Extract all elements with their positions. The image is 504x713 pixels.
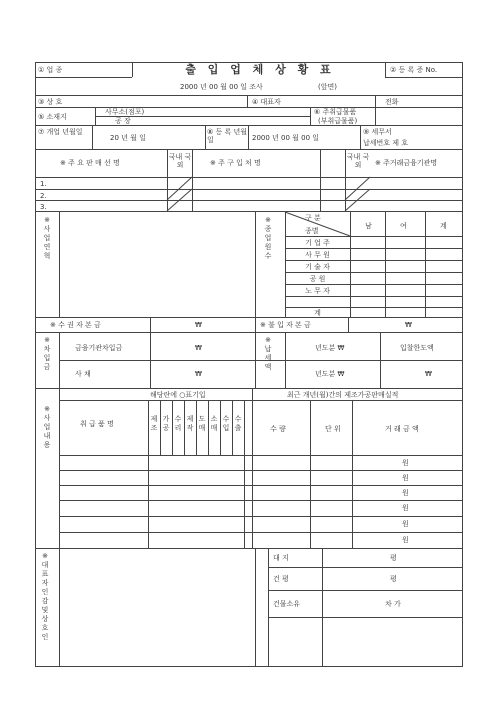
domestic-foreign-2: 국내 국외 <box>346 153 370 169</box>
row-2: 2. <box>40 192 47 200</box>
emp-type: 기 술 자 <box>305 263 330 271</box>
col-char: 제작 <box>186 415 194 432</box>
field-phone: 전화 <box>385 98 399 106</box>
classification: 구 분 <box>305 214 321 222</box>
employees-label: ※ 종 업 원 수 <box>264 216 272 260</box>
year-part-1: 년도분 ₩ <box>315 344 345 352</box>
owner-label: 건물소유 <box>273 600 301 608</box>
emp-type: 공 원 <box>309 275 326 283</box>
won-unit: 원 <box>402 536 409 544</box>
field-business: ① 업 종 <box>38 66 63 74</box>
borrowings-label: ※ 차 입 금 <box>43 336 51 371</box>
purchase-src-header: ※ 주 구 입 처 명 <box>210 159 261 167</box>
form-title: 출 입 업 체 상 황 표 <box>185 63 335 76</box>
side-label: (앞면) <box>318 83 337 91</box>
office-label: 사무소(점포) <box>105 108 145 116</box>
field-rep: ④ 대표자 <box>252 98 281 106</box>
won-unit: 원 <box>402 520 409 528</box>
col-char: 소매 <box>210 415 218 432</box>
emp-type: 노 무 자 <box>305 287 330 295</box>
bank-loan-won: ₩ <box>195 344 202 352</box>
won-unit: 원 <box>402 474 409 482</box>
field-reg-date: ⑧ 등 록 년월일 <box>207 128 247 144</box>
total-label: 계 <box>440 222 447 230</box>
trade-amount-label: 거 래 금 액 <box>385 425 419 433</box>
tax-no: 납세번호 제 호 <box>363 139 409 147</box>
bonds-won: ₩ <box>195 370 202 378</box>
field-sub-product: (부취급물품) <box>318 117 358 125</box>
unit-label: 단 위 <box>325 425 341 433</box>
bank-header: ※ 주거래금융기관명 <box>375 159 438 167</box>
own-capital-won: ₩ <box>195 321 202 329</box>
applicable-note: 해당란에 ○표기입 <box>150 391 206 399</box>
field-tax-office: ⑨ 세무서 <box>363 128 392 136</box>
col-char: 가공 <box>162 415 170 432</box>
emp-type: 사 무 원 <box>305 251 330 259</box>
row-1: 1. <box>40 180 47 188</box>
won-unit: 원 <box>402 459 409 467</box>
recent-label: 최근 개년(월)간의 제조가공판매실적 <box>287 391 399 399</box>
emp-type: 기 업 주 <box>305 239 330 247</box>
female-label: 여 <box>400 222 407 230</box>
building-label: 건 평 <box>273 575 289 583</box>
bonds-label: 사 채 <box>75 370 91 378</box>
col-char: 수출 <box>234 415 242 432</box>
emp-type-total: 계 <box>314 309 321 317</box>
factory-label: 공 장 <box>115 117 131 125</box>
col-char: 수리 <box>174 415 182 432</box>
row-3: 3. <box>40 203 47 211</box>
won-unit: 원 <box>402 504 409 512</box>
male-label: 남 <box>365 222 372 230</box>
col-char: 수입 <box>222 415 230 432</box>
building-pyeong: 평 <box>390 575 397 583</box>
business-content-label: ※ 사 업 내 용 <box>43 405 51 449</box>
sales-dest-header: ※ 주 요 판 매 선 명 <box>60 159 120 167</box>
field-name: ③ 상 호 <box>38 98 63 106</box>
open-date-value: 20 년 월 일 <box>110 134 146 142</box>
survey-date: 2000 년 00 월 00 일 조사 <box>180 83 263 91</box>
paid-capital-label: ※ 불 입 자 본 금 <box>260 321 311 329</box>
reg-date-value: 2000 년 00 월 00 일 <box>252 134 320 142</box>
own-capital-label: ※ 수 권 자 본 금 <box>50 321 101 329</box>
payment-limit-won: ₩ <box>425 370 432 378</box>
type-label: 종별 <box>305 227 319 235</box>
won-unit: 원 <box>402 489 409 497</box>
land-pyeong: 평 <box>390 554 397 562</box>
land-label: 대 지 <box>273 554 289 562</box>
rep-assets-label: ※ 대표자인감 및 상호인 <box>41 552 49 641</box>
rent-label: 차 가 <box>385 600 401 608</box>
field-main-product: ⑥ 주취급물품 <box>314 108 357 116</box>
col-char: 제조 <box>150 415 158 432</box>
quantity-label: 수 량 <box>270 425 286 433</box>
field-location: ⑤ 소재지 <box>38 113 67 121</box>
paid-capital-won: ₩ <box>405 321 412 329</box>
payment-limit-label: 입찰한도액 <box>400 344 434 352</box>
col-char: 도매 <box>198 415 206 432</box>
field-reg-no: ② 등 록 증 No. <box>390 66 438 74</box>
bank-loan-label: 금융기관차입금 <box>75 344 123 352</box>
year-part-2: 년도분 ₩ <box>315 370 345 378</box>
field-open-date: ⑦ 개업 년월일 <box>38 128 83 136</box>
history-label: ※ 사 업 연 혁 <box>43 216 51 260</box>
domestic-foreign-1: 국내 국외 <box>168 153 192 169</box>
tax-payment-label: ※ 납 세 액 <box>264 336 272 371</box>
handled-items-label: 취 급 품 명 <box>80 420 114 428</box>
